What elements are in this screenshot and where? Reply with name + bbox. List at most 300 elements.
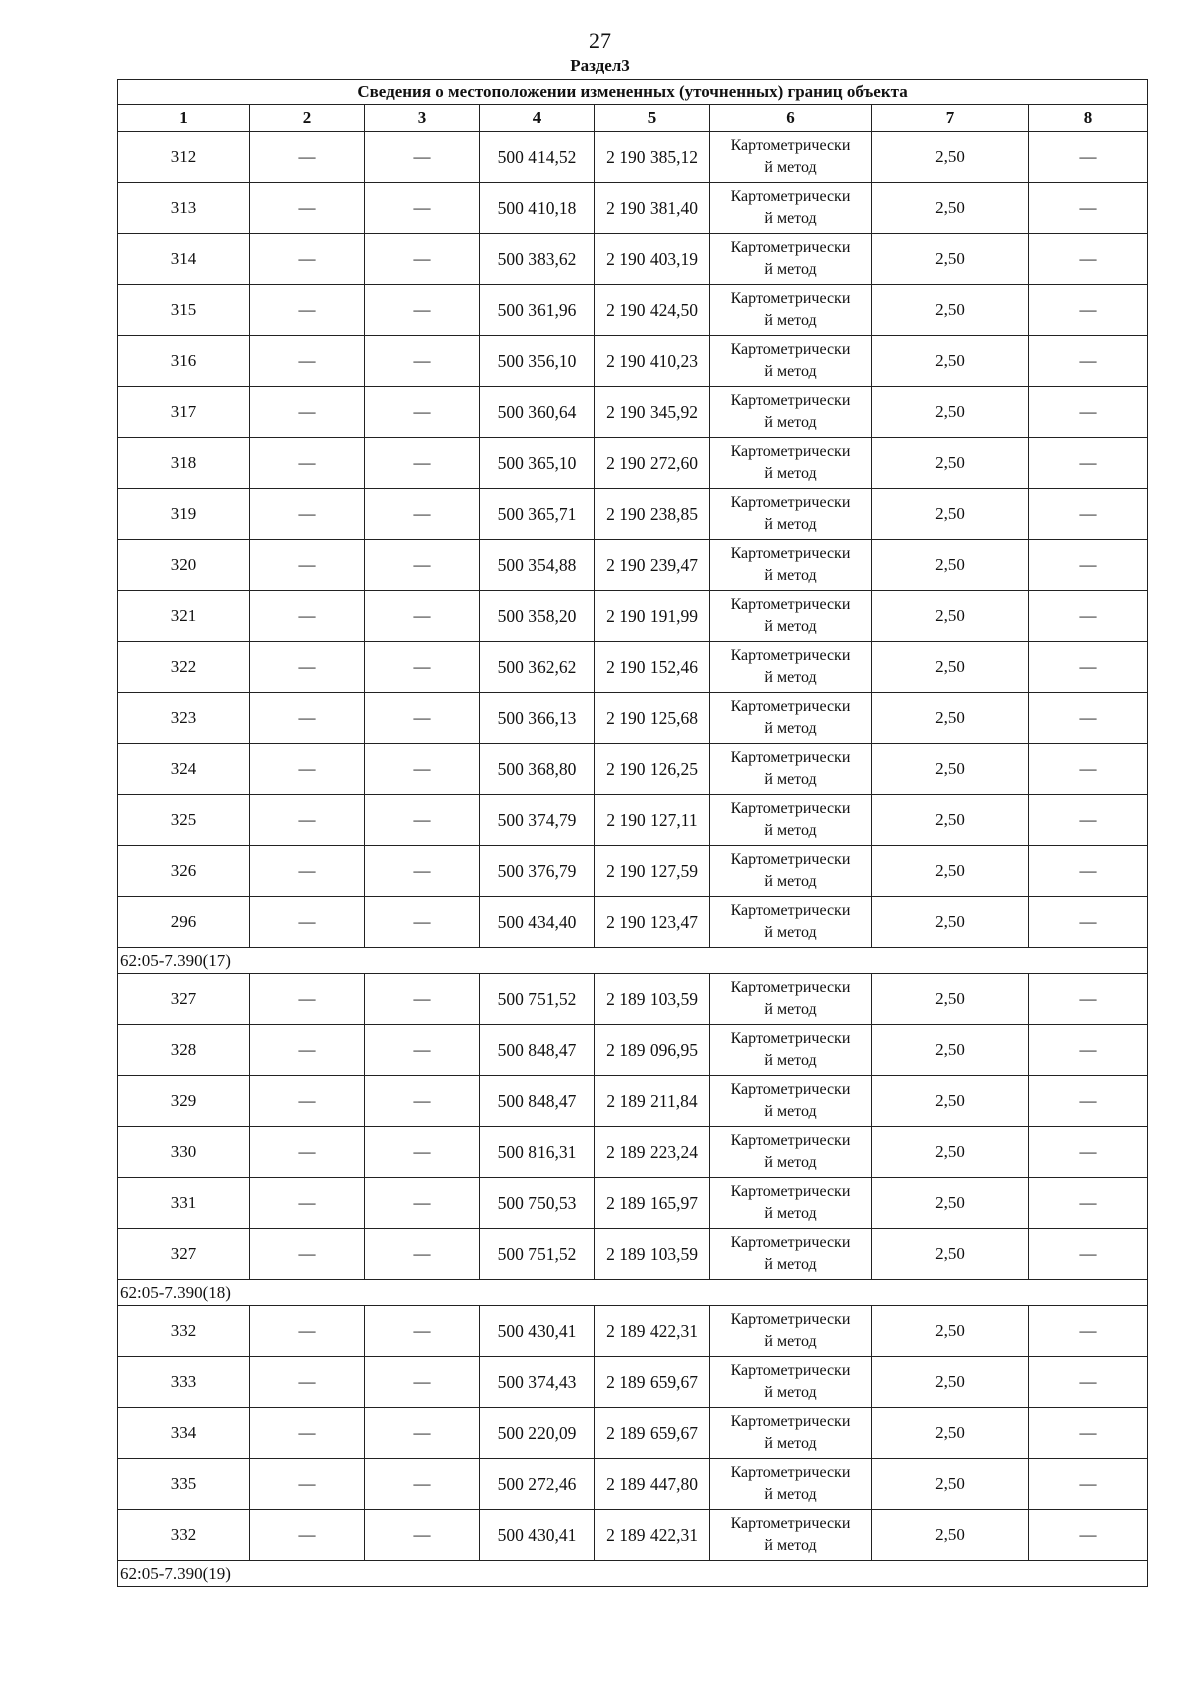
point-number-cell: 330 xyxy=(118,1127,250,1178)
method-line-1: Картометрически xyxy=(730,1464,851,1481)
point-number-cell: 327 xyxy=(118,974,250,1025)
method-line-2: й метод xyxy=(764,1205,817,1222)
method-line-1: Картометрически xyxy=(730,392,851,409)
y-coordinate-cell: 2 190 123,47 xyxy=(595,897,710,948)
y-coordinate-cell: 2 189 659,67 xyxy=(595,1357,710,1408)
empty-dash-cell: — xyxy=(365,1306,480,1357)
empty-dash-cell: — xyxy=(1029,540,1148,591)
method-line-2: й метод xyxy=(764,1384,817,1401)
y-coordinate-cell: 2 190 238,85 xyxy=(595,489,710,540)
table-row xyxy=(118,846,1148,897)
method-line-1: Картометрически xyxy=(730,290,851,307)
empty-dash-cell: — xyxy=(365,1076,480,1127)
precision-cell: 2,50 xyxy=(872,1408,1029,1459)
empty-dash-cell: — xyxy=(365,1459,480,1510)
method-line-1: Картометрически xyxy=(730,698,851,715)
empty-dash-cell: — xyxy=(250,642,365,693)
table-row xyxy=(118,591,1148,642)
empty-dash-cell: — xyxy=(1029,974,1148,1025)
group-header-row xyxy=(118,948,1148,974)
empty-dash-cell: — xyxy=(1029,1025,1148,1076)
x-coordinate-cell: 500 751,52 xyxy=(480,974,595,1025)
empty-dash-cell: — xyxy=(250,438,365,489)
table-row xyxy=(118,974,1148,1025)
point-number-cell: 317 xyxy=(118,387,250,438)
empty-dash-cell: — xyxy=(365,642,480,693)
empty-dash-cell: — xyxy=(365,540,480,591)
precision-cell: 2,50 xyxy=(872,387,1029,438)
method-cell xyxy=(710,1510,872,1561)
method-cell xyxy=(710,1025,872,1076)
method-cell xyxy=(710,489,872,540)
method-line-2: й метод xyxy=(764,567,817,584)
empty-dash-cell: — xyxy=(250,693,365,744)
method-line-2: й метод xyxy=(764,210,817,227)
empty-dash-cell: — xyxy=(365,974,480,1025)
x-coordinate-cell: 500 848,47 xyxy=(480,1076,595,1127)
empty-dash-cell: — xyxy=(250,183,365,234)
precision-cell: 2,50 xyxy=(872,489,1029,540)
point-number-cell: 326 xyxy=(118,846,250,897)
point-number-cell: 325 xyxy=(118,795,250,846)
x-coordinate-cell: 500 383,62 xyxy=(480,234,595,285)
table-row xyxy=(118,1178,1148,1229)
method-cell xyxy=(710,234,872,285)
point-number-cell: 324 xyxy=(118,744,250,795)
method-cell xyxy=(710,1076,872,1127)
method-line-2: й метод xyxy=(764,924,817,941)
method-line-1: Картометрически xyxy=(730,1183,851,1200)
group-header-row xyxy=(118,1280,1148,1306)
empty-dash-cell: — xyxy=(250,974,365,1025)
empty-dash-cell: — xyxy=(250,1076,365,1127)
precision-cell: 2,50 xyxy=(872,285,1029,336)
method-line-1: Картометрически xyxy=(730,1081,851,1098)
x-coordinate-cell: 500 374,79 xyxy=(480,795,595,846)
precision-cell: 2,50 xyxy=(872,846,1029,897)
column-number: 1 xyxy=(118,105,250,132)
table-row xyxy=(118,693,1148,744)
method-line-1: Картометрически xyxy=(730,1030,851,1047)
method-cell xyxy=(710,642,872,693)
method-line-1: Картометрически xyxy=(730,851,851,868)
empty-dash-cell: — xyxy=(1029,1459,1148,1510)
empty-dash-cell: — xyxy=(365,1178,480,1229)
empty-dash-cell: — xyxy=(250,489,365,540)
point-number-cell: 314 xyxy=(118,234,250,285)
empty-dash-cell: — xyxy=(365,1025,480,1076)
empty-dash-cell: — xyxy=(250,387,365,438)
method-cell xyxy=(710,387,872,438)
precision-cell: 2,50 xyxy=(872,1025,1029,1076)
method-cell xyxy=(710,336,872,387)
table-row xyxy=(118,1408,1148,1459)
empty-dash-cell: — xyxy=(365,132,480,183)
table-row xyxy=(118,1510,1148,1561)
point-number-cell: 321 xyxy=(118,591,250,642)
empty-dash-cell: — xyxy=(250,336,365,387)
precision-cell: 2,50 xyxy=(872,1229,1029,1280)
empty-dash-cell: — xyxy=(1029,1357,1148,1408)
y-coordinate-cell: 2 190 152,46 xyxy=(595,642,710,693)
precision-cell: 2,50 xyxy=(872,1127,1029,1178)
method-line-2: й метод xyxy=(764,261,817,278)
y-coordinate-cell: 2 190 125,68 xyxy=(595,693,710,744)
group-label: 62:05-7.390(19) xyxy=(118,1561,1148,1587)
method-line-1: Картометрически xyxy=(730,1362,851,1379)
point-number-cell: 329 xyxy=(118,1076,250,1127)
empty-dash-cell: — xyxy=(250,1459,365,1510)
y-coordinate-cell: 2 189 659,67 xyxy=(595,1408,710,1459)
method-line-1: Картометрически xyxy=(730,137,851,154)
y-coordinate-cell: 2 189 447,80 xyxy=(595,1459,710,1510)
method-cell xyxy=(710,1178,872,1229)
empty-dash-cell: — xyxy=(365,234,480,285)
x-coordinate-cell: 500 430,41 xyxy=(480,1306,595,1357)
page-number: 27 xyxy=(589,28,611,53)
empty-dash-cell: — xyxy=(250,1306,365,1357)
empty-dash-cell: — xyxy=(250,540,365,591)
y-coordinate-cell: 2 190 239,47 xyxy=(595,540,710,591)
empty-dash-cell: — xyxy=(250,285,365,336)
empty-dash-cell: — xyxy=(250,234,365,285)
table-row xyxy=(118,387,1148,438)
y-coordinate-cell: 2 190 424,50 xyxy=(595,285,710,336)
point-number-cell: 335 xyxy=(118,1459,250,1510)
empty-dash-cell: — xyxy=(365,591,480,642)
y-coordinate-cell: 2 190 381,40 xyxy=(595,183,710,234)
method-line-2: й метод xyxy=(764,1154,817,1171)
empty-dash-cell: — xyxy=(1029,489,1148,540)
table-row xyxy=(118,1229,1148,1280)
precision-cell: 2,50 xyxy=(872,642,1029,693)
table-row xyxy=(118,744,1148,795)
point-number-cell: 318 xyxy=(118,438,250,489)
table-row xyxy=(118,1459,1148,1510)
method-line-2: й метод xyxy=(764,1256,817,1273)
precision-cell: 2,50 xyxy=(872,1510,1029,1561)
method-cell xyxy=(710,974,872,1025)
table-row xyxy=(118,132,1148,183)
method-line-1: Картометрически xyxy=(730,749,851,766)
y-coordinate-cell: 2 189 103,59 xyxy=(595,974,710,1025)
y-coordinate-cell: 2 189 165,97 xyxy=(595,1178,710,1229)
precision-cell: 2,50 xyxy=(872,974,1029,1025)
x-coordinate-cell: 500 410,18 xyxy=(480,183,595,234)
method-line-2: й метод xyxy=(764,1001,817,1018)
point-number-cell: 322 xyxy=(118,642,250,693)
point-number-cell: 316 xyxy=(118,336,250,387)
method-line-2: й метод xyxy=(764,669,817,686)
table-row xyxy=(118,1306,1148,1357)
x-coordinate-cell: 500 366,13 xyxy=(480,693,595,744)
table-row xyxy=(118,438,1148,489)
column-number-row xyxy=(118,105,1148,132)
column-number: 3 xyxy=(365,105,480,132)
y-coordinate-cell: 2 190 127,59 xyxy=(595,846,710,897)
table-row xyxy=(118,285,1148,336)
table-row xyxy=(118,1357,1148,1408)
x-coordinate-cell: 500 430,41 xyxy=(480,1510,595,1561)
empty-dash-cell: — xyxy=(1029,132,1148,183)
empty-dash-cell: — xyxy=(365,1357,480,1408)
column-number: 8 xyxy=(1029,105,1148,132)
method-cell xyxy=(710,795,872,846)
column-number: 6 xyxy=(710,105,872,132)
x-coordinate-cell: 500 751,52 xyxy=(480,1229,595,1280)
method-line-2: й метод xyxy=(764,1052,817,1069)
y-coordinate-cell: 2 189 211,84 xyxy=(595,1076,710,1127)
point-number-cell: 328 xyxy=(118,1025,250,1076)
empty-dash-cell: — xyxy=(1029,387,1148,438)
x-coordinate-cell: 500 376,79 xyxy=(480,846,595,897)
method-line-2: й метод xyxy=(764,618,817,635)
method-line-2: й метод xyxy=(764,159,817,176)
method-line-1: Картометрически xyxy=(730,800,851,817)
y-coordinate-cell: 2 189 096,95 xyxy=(595,1025,710,1076)
method-line-1: Картометрически xyxy=(730,443,851,460)
x-coordinate-cell: 500 368,80 xyxy=(480,744,595,795)
y-coordinate-cell: 2 190 126,25 xyxy=(595,744,710,795)
point-number-cell: 327 xyxy=(118,1229,250,1280)
x-coordinate-cell: 500 816,31 xyxy=(480,1127,595,1178)
empty-dash-cell: — xyxy=(1029,1076,1148,1127)
y-coordinate-cell: 2 189 422,31 xyxy=(595,1306,710,1357)
table-row xyxy=(118,234,1148,285)
method-cell xyxy=(710,183,872,234)
empty-dash-cell: — xyxy=(365,744,480,795)
point-number-cell: 320 xyxy=(118,540,250,591)
group-label: 62:05-7.390(17) xyxy=(118,948,1148,974)
method-cell xyxy=(710,1459,872,1510)
empty-dash-cell: — xyxy=(250,795,365,846)
method-line-2: й метод xyxy=(764,720,817,737)
point-number-cell: 296 xyxy=(118,897,250,948)
empty-dash-cell: — xyxy=(1029,1229,1148,1280)
group-header-row xyxy=(118,1561,1148,1587)
x-coordinate-cell: 500 434,40 xyxy=(480,897,595,948)
empty-dash-cell: — xyxy=(365,795,480,846)
method-cell xyxy=(710,438,872,489)
empty-dash-cell: — xyxy=(1029,846,1148,897)
empty-dash-cell: — xyxy=(365,1408,480,1459)
y-coordinate-cell: 2 189 223,24 xyxy=(595,1127,710,1178)
empty-dash-cell: — xyxy=(250,744,365,795)
method-cell xyxy=(710,1357,872,1408)
empty-dash-cell: — xyxy=(365,489,480,540)
point-number-cell: 323 xyxy=(118,693,250,744)
method-line-2: й метод xyxy=(764,771,817,788)
empty-dash-cell: — xyxy=(1029,234,1148,285)
y-coordinate-cell: 2 189 422,31 xyxy=(595,1510,710,1561)
method-line-1: Картометрически xyxy=(730,494,851,511)
empty-dash-cell: — xyxy=(1029,183,1148,234)
x-coordinate-cell: 500 362,62 xyxy=(480,642,595,693)
point-number-cell: 312 xyxy=(118,132,250,183)
method-line-2: й метод xyxy=(764,465,817,482)
empty-dash-cell: — xyxy=(250,1127,365,1178)
empty-dash-cell: — xyxy=(250,1229,365,1280)
empty-dash-cell: — xyxy=(1029,795,1148,846)
method-cell xyxy=(710,285,872,336)
table-row xyxy=(118,1127,1148,1178)
x-coordinate-cell: 500 354,88 xyxy=(480,540,595,591)
point-number-cell: 319 xyxy=(118,489,250,540)
method-line-1: Картометрически xyxy=(730,545,851,562)
precision-cell: 2,50 xyxy=(872,1306,1029,1357)
empty-dash-cell: — xyxy=(1029,591,1148,642)
empty-dash-cell: — xyxy=(250,897,365,948)
precision-cell: 2,50 xyxy=(872,132,1029,183)
y-coordinate-cell: 2 189 103,59 xyxy=(595,1229,710,1280)
method-cell xyxy=(710,1127,872,1178)
method-cell xyxy=(710,744,872,795)
empty-dash-cell: — xyxy=(1029,897,1148,948)
group-label: 62:05-7.390(18) xyxy=(118,1280,1148,1306)
method-line-2: й метод xyxy=(764,516,817,533)
empty-dash-cell: — xyxy=(365,1229,480,1280)
y-coordinate-cell: 2 190 272,60 xyxy=(595,438,710,489)
table-row xyxy=(118,336,1148,387)
precision-cell: 2,50 xyxy=(872,183,1029,234)
precision-cell: 2,50 xyxy=(872,897,1029,948)
method-line-1: Картометрически xyxy=(730,1413,851,1430)
table-row xyxy=(118,897,1148,948)
empty-dash-cell: — xyxy=(1029,744,1148,795)
x-coordinate-cell: 500 365,10 xyxy=(480,438,595,489)
empty-dash-cell: — xyxy=(365,1127,480,1178)
empty-dash-cell: — xyxy=(365,387,480,438)
method-line-1: Картометрически xyxy=(730,647,851,664)
empty-dash-cell: — xyxy=(250,1025,365,1076)
point-number-cell: 332 xyxy=(118,1510,250,1561)
empty-dash-cell: — xyxy=(1029,336,1148,387)
method-line-2: й метод xyxy=(764,1333,817,1350)
empty-dash-cell: — xyxy=(365,846,480,897)
y-coordinate-cell: 2 190 385,12 xyxy=(595,132,710,183)
empty-dash-cell: — xyxy=(1029,693,1148,744)
column-number: 5 xyxy=(595,105,710,132)
method-line-2: й метод xyxy=(764,363,817,380)
table-row xyxy=(118,642,1148,693)
precision-cell: 2,50 xyxy=(872,1178,1029,1229)
method-line-1: Картометрически xyxy=(730,979,851,996)
column-number: 7 xyxy=(872,105,1029,132)
table-row xyxy=(118,1025,1148,1076)
method-cell xyxy=(710,1408,872,1459)
method-line-2: й метод xyxy=(764,414,817,431)
x-coordinate-cell: 500 414,52 xyxy=(480,132,595,183)
empty-dash-cell: — xyxy=(1029,285,1148,336)
table-row xyxy=(118,1076,1148,1127)
precision-cell: 2,50 xyxy=(872,1357,1029,1408)
y-coordinate-cell: 2 190 403,19 xyxy=(595,234,710,285)
method-line-1: Картометрически xyxy=(730,188,851,205)
empty-dash-cell: — xyxy=(250,1510,365,1561)
empty-dash-cell: — xyxy=(250,846,365,897)
method-cell xyxy=(710,846,872,897)
empty-dash-cell: — xyxy=(1029,1178,1148,1229)
method-cell xyxy=(710,1229,872,1280)
empty-dash-cell: — xyxy=(365,897,480,948)
method-line-1: Картометрически xyxy=(730,239,851,256)
method-line-1: Картометрически xyxy=(730,1515,851,1532)
x-coordinate-cell: 500 272,46 xyxy=(480,1459,595,1510)
empty-dash-cell: — xyxy=(1029,642,1148,693)
table-row xyxy=(118,540,1148,591)
precision-cell: 2,50 xyxy=(872,693,1029,744)
point-number-cell: 315 xyxy=(118,285,250,336)
empty-dash-cell: — xyxy=(1029,1408,1148,1459)
method-cell xyxy=(710,540,872,591)
method-line-1: Картометрически xyxy=(730,1234,851,1251)
method-cell xyxy=(710,591,872,642)
method-line-2: й метод xyxy=(764,1435,817,1452)
x-coordinate-cell: 500 220,09 xyxy=(480,1408,595,1459)
x-coordinate-cell: 500 365,71 xyxy=(480,489,595,540)
empty-dash-cell: — xyxy=(1029,1306,1148,1357)
point-number-cell: 313 xyxy=(118,183,250,234)
x-coordinate-cell: 500 374,43 xyxy=(480,1357,595,1408)
empty-dash-cell: — xyxy=(365,693,480,744)
empty-dash-cell: — xyxy=(250,591,365,642)
precision-cell: 2,50 xyxy=(872,795,1029,846)
method-line-2: й метод xyxy=(764,1537,817,1554)
coordinates-table xyxy=(117,79,1148,1587)
column-number: 4 xyxy=(480,105,595,132)
precision-cell: 2,50 xyxy=(872,540,1029,591)
empty-dash-cell: — xyxy=(1029,438,1148,489)
point-number-cell: 332 xyxy=(118,1306,250,1357)
x-coordinate-cell: 500 848,47 xyxy=(480,1025,595,1076)
precision-cell: 2,50 xyxy=(872,438,1029,489)
x-coordinate-cell: 500 750,53 xyxy=(480,1178,595,1229)
precision-cell: 2,50 xyxy=(872,1459,1029,1510)
empty-dash-cell: — xyxy=(1029,1127,1148,1178)
x-coordinate-cell: 500 358,20 xyxy=(480,591,595,642)
precision-cell: 2,50 xyxy=(872,234,1029,285)
table-row xyxy=(118,795,1148,846)
empty-dash-cell: — xyxy=(1029,1510,1148,1561)
table-body xyxy=(118,132,1148,1587)
method-line-1: Картометрически xyxy=(730,1311,851,1328)
method-line-1: Картометрически xyxy=(730,1132,851,1149)
table-row xyxy=(118,183,1148,234)
method-cell xyxy=(710,132,872,183)
method-cell xyxy=(710,1306,872,1357)
empty-dash-cell: — xyxy=(365,183,480,234)
y-coordinate-cell: 2 190 410,23 xyxy=(595,336,710,387)
precision-cell: 2,50 xyxy=(872,591,1029,642)
precision-cell: 2,50 xyxy=(872,744,1029,795)
x-coordinate-cell: 500 356,10 xyxy=(480,336,595,387)
point-number-cell: 333 xyxy=(118,1357,250,1408)
x-coordinate-cell: 500 360,64 xyxy=(480,387,595,438)
method-line-2: й метод xyxy=(764,873,817,890)
empty-dash-cell: — xyxy=(250,132,365,183)
y-coordinate-cell: 2 190 191,99 xyxy=(595,591,710,642)
x-coordinate-cell: 500 361,96 xyxy=(480,285,595,336)
y-coordinate-cell: 2 190 127,11 xyxy=(595,795,710,846)
empty-dash-cell: — xyxy=(365,336,480,387)
method-cell xyxy=(710,897,872,948)
point-number-cell: 334 xyxy=(118,1408,250,1459)
method-line-1: Картометрически xyxy=(730,341,851,358)
empty-dash-cell: — xyxy=(365,438,480,489)
method-line-2: й метод xyxy=(764,1103,817,1120)
empty-dash-cell: — xyxy=(365,1510,480,1561)
column-number: 2 xyxy=(250,105,365,132)
